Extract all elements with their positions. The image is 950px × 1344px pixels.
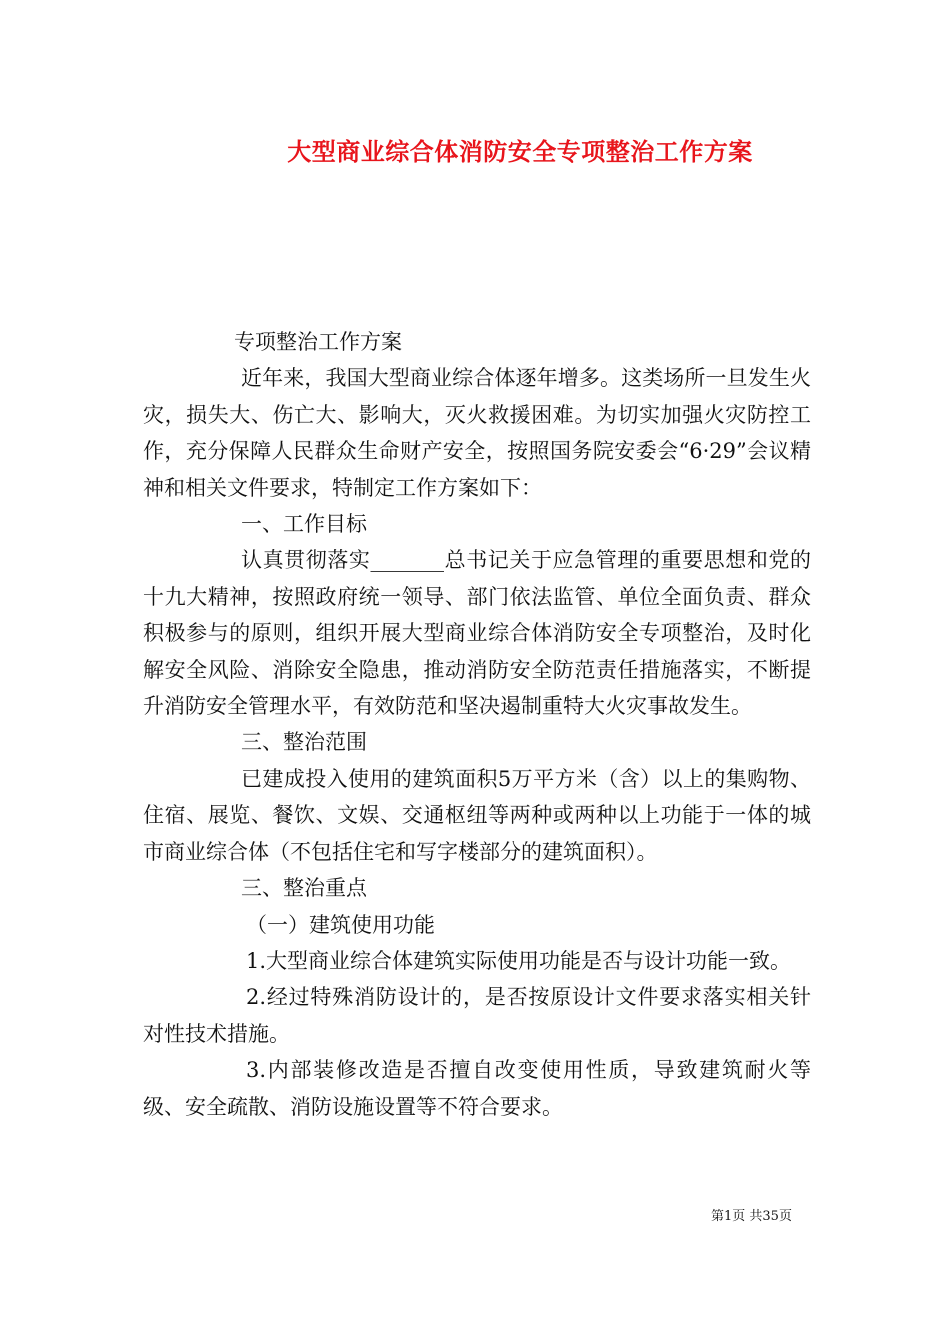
page-number-footer: 第1页 共35页 [711, 1209, 792, 1224]
section-heading-focus: 三、整治重点 [241, 876, 367, 901]
subtitle-paragraph: 专项整治工作方案 [234, 330, 402, 354]
section-heading-goals: 一、工作目标 [241, 512, 367, 537]
list-item-3: 3.内部装修改造是否擅自改变使用性质，导致建筑耐火等级、安全疏散、消防设施设置等不符合要求。 [143, 1058, 811, 1119]
goals-paragraph: 认真贯彻落实_______总书记关于应急管理的重要思想和党的十九大精神，按照政府统一领导、部门依法监管、单位全面负责、群众积极参与的原则，组织开展大型商业综合体消防安全专项整治，及时化解安全风险、消除安全隐患，推动消防安全防范责任措施落实，不断提升消防安全管理水平，有效防范和坚决遏制重特大火灾事故发生。 [143, 548, 811, 719]
scope-paragraph: 已建成投入使用的建筑面积5万平方米（含）以上的集购物、住宿、展览、餐饮、文娱、交通枢纽等两种或两种以上功能于一体的城市商业综合体（不包括住宅和写字楼部分的建筑面积）。 [143, 766, 811, 864]
list-item-2: 2.经过特殊消防设计的，是否按原设计文件要求落实相关针对性技术措施。 [143, 985, 811, 1046]
document-body [143, 324, 811, 1125]
list-item-1: 1.大型商业综合体建筑实际使用功能是否与设计功能一致。 [246, 948, 792, 973]
section-heading-scope: 三、整治范围 [241, 730, 367, 755]
intro-paragraph: 近年来，我国大型商业综合体逐年增多。这类场所一旦发生火灾，损失大、伤亡大、影响大，灭火救援困难。为切实加强火灾防控工作，充分保障人民群众生命财产安全，按照国务院安委会“6·29”会议精神和相关文件要求，特制定工作方案如下： [143, 366, 811, 500]
subsection-heading-building-use: （一）建筑使用功能 [246, 912, 435, 937]
document-title: 大型商业综合体消防安全专项整治工作方案 [287, 137, 753, 166]
